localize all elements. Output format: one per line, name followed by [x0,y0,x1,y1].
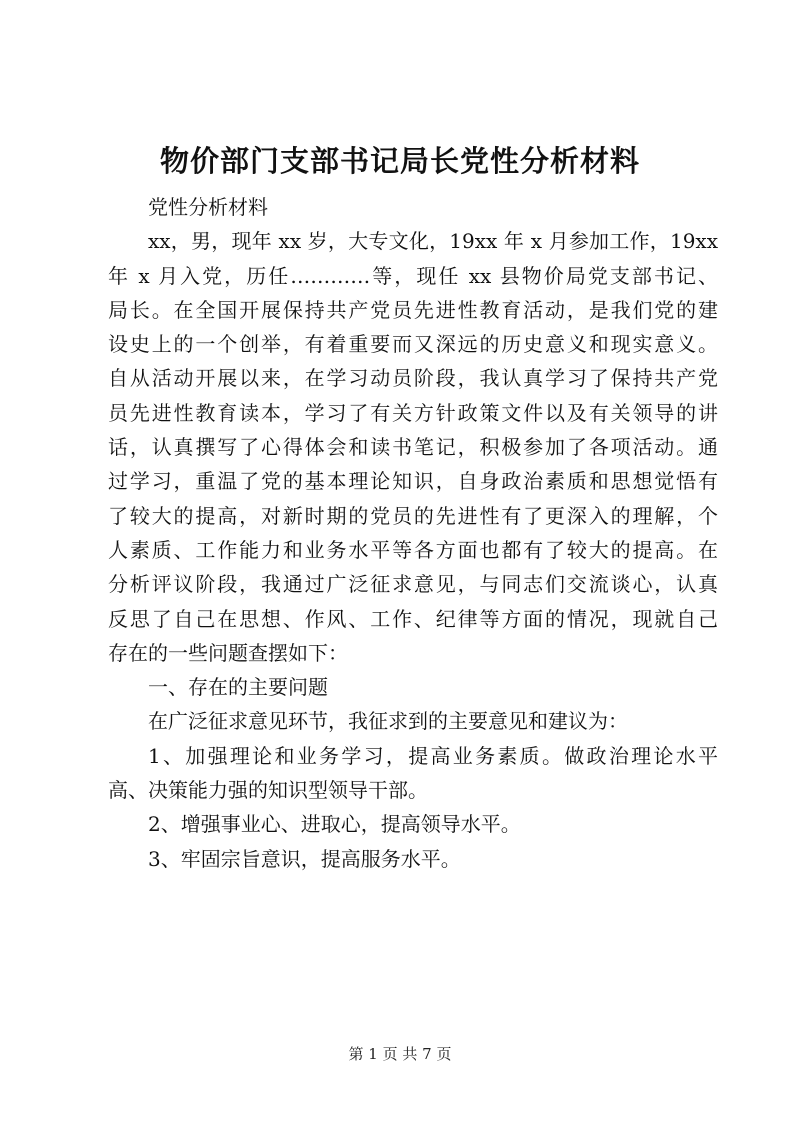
paragraph-line: 年 x 月入党，历任…………等，现任 xx 县物价局党支部书记、 [108,263,718,288]
document-title: 物价部门支部书记局长党性分析材料 [159,144,640,178]
subtitle-line: 党性分析材料 [148,195,268,219]
paragraph-line: 员先进性教育读本，学习了有关方针政策文件以及有关领导的讲 [108,400,718,425]
paragraph-line: 局长。在全国开展保持共产党员先进性教育活动，是我们党的建 [108,297,718,322]
paragraph-line: 过学习，重温了党的基本理论知识，自身政治素质和思想觉悟有 [108,469,718,494]
paragraph-line: 话，认真撰写了心得体会和读书笔记，积极参加了各项活动。通 [108,435,718,460]
document-body [108,190,718,876]
section-heading: 一、存在的主要问题 [148,675,328,700]
paragraph-line: 存在的一些问题查摆如下： [108,640,348,665]
list-item-line: 2、增强事业心、进取心，提高领导水平。 [148,812,521,837]
paragraph-line: 分析评议阶段，我通过广泛征求意见，与同志们交流谈心，认真 [108,572,718,597]
paragraph-line: 自从活动开展以来，在学习动员阶段，我认真学习了保持共产党 [108,366,718,391]
paragraph-line: xx，男，现年 xx 岁，大专文化，19xx 年 x 月参加工作，19xx [148,229,718,254]
list-item-line: 3、牢固宗旨意识，提高服务水平。 [148,846,461,871]
paragraph-line: 设史上的一个创举，有着重要而又深远的历史意义和现实意义。 [108,332,718,357]
paragraph-line: 了较大的提高，对新时期的党员的先进性有了更深入的理解，个 [108,503,718,528]
page-footer: 第 1 页 共 7 页 [348,1045,452,1063]
paragraph-line: 反思了自己在思想、作风、工作、纪律等方面的情况，现就自己 [108,606,718,631]
paragraph-line: 人素质、工作能力和业务水平等各方面也都有了较大的提高。在 [108,537,718,562]
list-item-line: 1、加强理论和业务学习，提高业务素质。做政治理论水平 [148,743,718,768]
list-item-line: 高、决策能力强的知识型领导干部。 [108,778,428,803]
paragraph-line: 在广泛征求意见环节，我征求到的主要意见和建议为： [148,709,628,734]
